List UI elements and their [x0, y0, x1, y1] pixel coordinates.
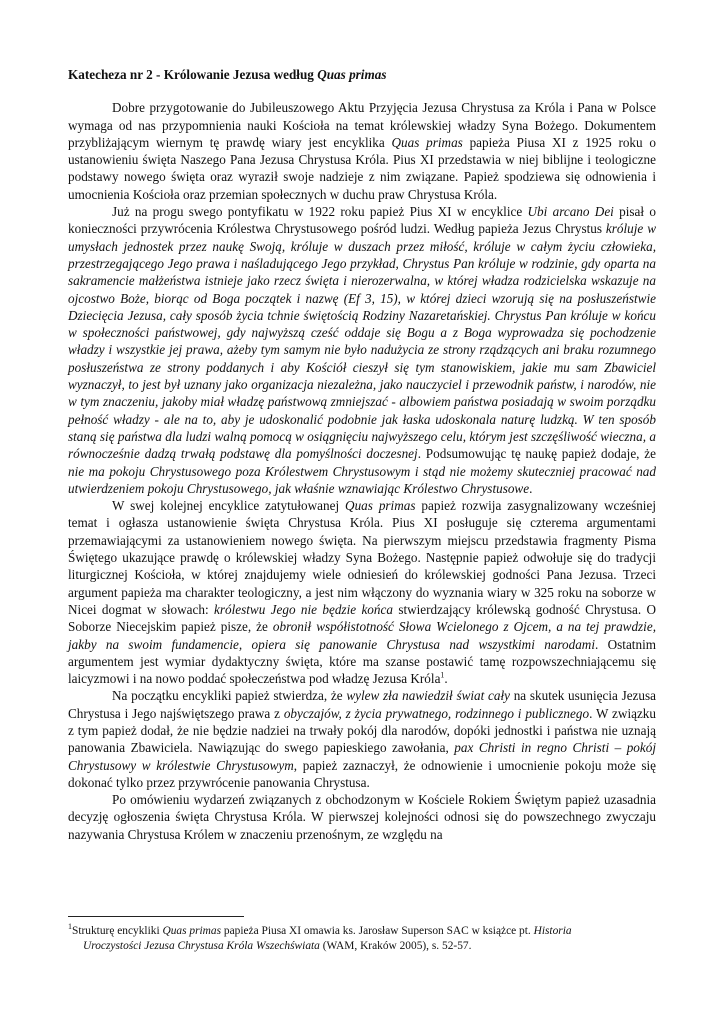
title-text: Katecheza nr 2 - Królowanie Jezusa według	[68, 67, 318, 82]
text-run: papieża Piusa XI z 1925 roku o ustanowieniu święta Naszego Pana Jezusa Chrystusa Króla. Pius XI przedstawia w niej biblijne i teologiczne podstawy nowego święta oraz wyraził swoje nadzieje z nim związane. Papież spodziewa się odnowienia i umocnienia Kościoła oraz przemian społecznych w duchu praw Chrystusa Króla.	[68, 134, 656, 202]
paragraph	[68, 203, 656, 497]
text-run: , papież zaznaczył, że odnowienie i umocnienie pokoju może się dokonać tylko przez przywrócenie panowania Chrystusa.	[68, 757, 656, 790]
italic-text-run: Uroczystości Jezusa Chrystusa Króla Wszechświata	[83, 939, 320, 952]
text-run: Po omówieniu wydarzeń związanych z obchodzonym w Kościele Rokiem Świętym papież uzasadnia decyzję ogłoszenia święta Chrystusa Króla. W pierwszej kolejności odnosi się do powszechnego zwyczaju nazywania Chrystusa Królem w znaczeniu przenośnym, ze względu na	[68, 792, 656, 842]
document-body	[68, 66, 656, 843]
text-run: Na początku encykliki papież stwierdza, że	[112, 688, 347, 704]
text-run: . Ostatnim argumentem jest wymiar dydaktyczny święta, które ma szanse postawić tamę rozpowszechniającemu się laicyzmowi i na nowo poddać społeczeństwa pod władzę Jezusa Króla	[68, 636, 656, 687]
footnote-ref: 1	[440, 670, 445, 680]
italic-text-run: Ubi arcano Dei	[527, 204, 614, 220]
page-title	[68, 66, 656, 83]
footnote-line-1-text	[72, 925, 572, 937]
italic-text-run: obyczajów, z życia prywatnego, rodzinnego i publicznego	[283, 705, 590, 721]
italic-text-run: Quas primas	[345, 498, 416, 514]
text-run: Dobre przygotowanie do Jubileuszowego Aktu Przyjęcia Jezusa Chrystusa za Króla i Pana w Polsce wymaga od nas przypomnienia nauki Kościoła na temat królewskiej władzy Syna Bożego. Dokumentem przybliżającym wiernym tę prawdę wiary jest encyklika	[68, 100, 656, 150]
footnote	[68, 924, 656, 954]
paragraph	[68, 99, 656, 203]
footnote-line-2	[68, 939, 656, 954]
text-run: Już na progu swego pontyfikatu w 1922 roku papież Pius XI w encyklice	[112, 204, 528, 220]
italic-text-run: nie ma pokoju Chrystusowego poza Królestwem Chrystusowym i stąd nie możemy skuteczniej pracować nad utwierdzeniem pokoju Chrystusowego, jak właśnie wznawiając Królestwo Chrystusowe	[68, 463, 656, 496]
text-run: stwierdzający królewską godność Chrystusa. O Soborze Niecejskim papież pisze, że	[68, 601, 657, 635]
italic-text-run: króluje w umysłach jednostek przez naukę Swoją, króluje w duszach przez miłość, króluje w całym życiu człowieka, przestrzegającego Jego prawa i naśladującego Jego przykład, Chrystus Pan króluje w rodzinie, gdy oparta na sakramencie małżeństwa istnieje jako rzecz święta i nierozerwalna, w której władza rodzicielska wskazuje na ojcostwo Boże, biorąc od Boga początek i nazwę (Ef 3, 15), w której dzieci wzorują się na posłuszeństwie Dziecięcia Jezusa, cały sposób życia tchnie świętością Rodziny Nazaretańskiej. Chrystus Pan króluje w końcu w społeczności państwowej, gdy najwyższą cześć oddaje się Bogu a z Boga wyprowadza się pochodzenie władzy i wszystkie jej prawa, ażeby tym samym nie było nadużycia ze strony rządzących ani braku rozumnego posłuszeństwa ze strony poddanych i aby Kościół cieszył się tym stanowiskiem, jakie mu sam Zbawiciel wyznaczył, to jest był uznany jako organizacja niezależna, jako nauczyciel i przewodnik państw, i narodów, nie w tym znaczeniu, jakoby miał władzę państwową zmniejszać - albowiem państwa posiadają w swoim porządku pełność władzy - ale na to, aby je udoskonalić podobnie jak łaska udoskonala naturę ludzką. W ten sposób staną się państwa dla ludzi walną pomocą w osiągnięciu najwyższego celu, którym jest szczęśliwość wieczna, a równocześnie dadzą trwałą podstawę dla pomyślności doczesnej	[68, 221, 657, 462]
italic-text-run: wylew zła nawiedził świat cały	[346, 688, 510, 704]
text-run: .	[529, 480, 533, 496]
footnote-number: 1	[68, 922, 72, 932]
paragraph	[68, 497, 656, 687]
footnote-separator	[68, 916, 244, 917]
text-run: Strukturę encykliki	[72, 925, 163, 937]
text-run: papieża Piusa XI omawia ks. Jarosław Superson SAC w książce pt.	[221, 925, 534, 937]
text-run: . Podsumowując tę naukę papież dodaje, że	[417, 446, 656, 462]
text-run: pisał o konieczności przywrócenia Królestwa Chrystusowego pośród ludzi. Według papieża Jezus Chrystus	[68, 204, 656, 237]
paragraph	[68, 687, 656, 791]
footnote-line-1	[68, 924, 656, 939]
title-italic-text: Quas primas	[317, 67, 387, 82]
italic-text-run: Historia	[533, 925, 572, 937]
text-run: .	[444, 671, 448, 687]
text-run: (WAM, Kraków 2005), s. 52-57.	[319, 939, 472, 952]
italic-text-run: pax Christi in regno Christi – pokój Chrystusowy w królestwie Chrystusowym	[68, 740, 656, 773]
text-run: W swej kolejnej encyklice zatytułowanej	[112, 498, 346, 514]
italic-text-run: Quas primas	[162, 925, 222, 937]
text-run: papież rozwija zasygnalizowany wcześniej temat i ogłasza ustanowienie święta Chrystusa Króla. Pius XI posługuje się czterema argumentami przemawiającymi za ustanowieniem nowego święta. Na pierwszym miejscu przedstawia fragmenty Pisma Świętego ukazujące prawdę o królewskiej władzy Syna Bożego. Następnie papież odwołuje się do tradycji liturgicznej Kościoła, w której znajdujemy wiele odniesień do królewskiej godności Pana Jezusa. Trzeci argument papieża ma charakter teologiczny, a jest nim włączony do wyznania wiary w 325 roku na soborze w Nicei dogmat w słowach:	[68, 498, 656, 617]
italic-text-run: obronił współistotność Słowa Wcielonego z Ojcem, a na tej prawdzie, jakby na swoim fundamencie, opiera się panowanie Chrystusa nad wszystkimi narodami	[68, 619, 656, 652]
italic-text-run: królestwu Jego nie będzie końca	[214, 601, 393, 617]
paragraph-list	[68, 99, 656, 843]
text-run: . W związku z tym papież dodał, że nie będzie nadziei na trwały pokój dla narodów, dopóki jednostki i państwa nie uznają panowania Zbawiciela. Nawiązując do swego papieskiego zawołania,	[68, 705, 656, 756]
text-run: na skutek usunięcia Jezusa Chrystusa i Jego najświętszego prawa z	[68, 688, 656, 721]
italic-text-run: Quas primas	[391, 134, 463, 150]
paragraph	[68, 791, 656, 843]
